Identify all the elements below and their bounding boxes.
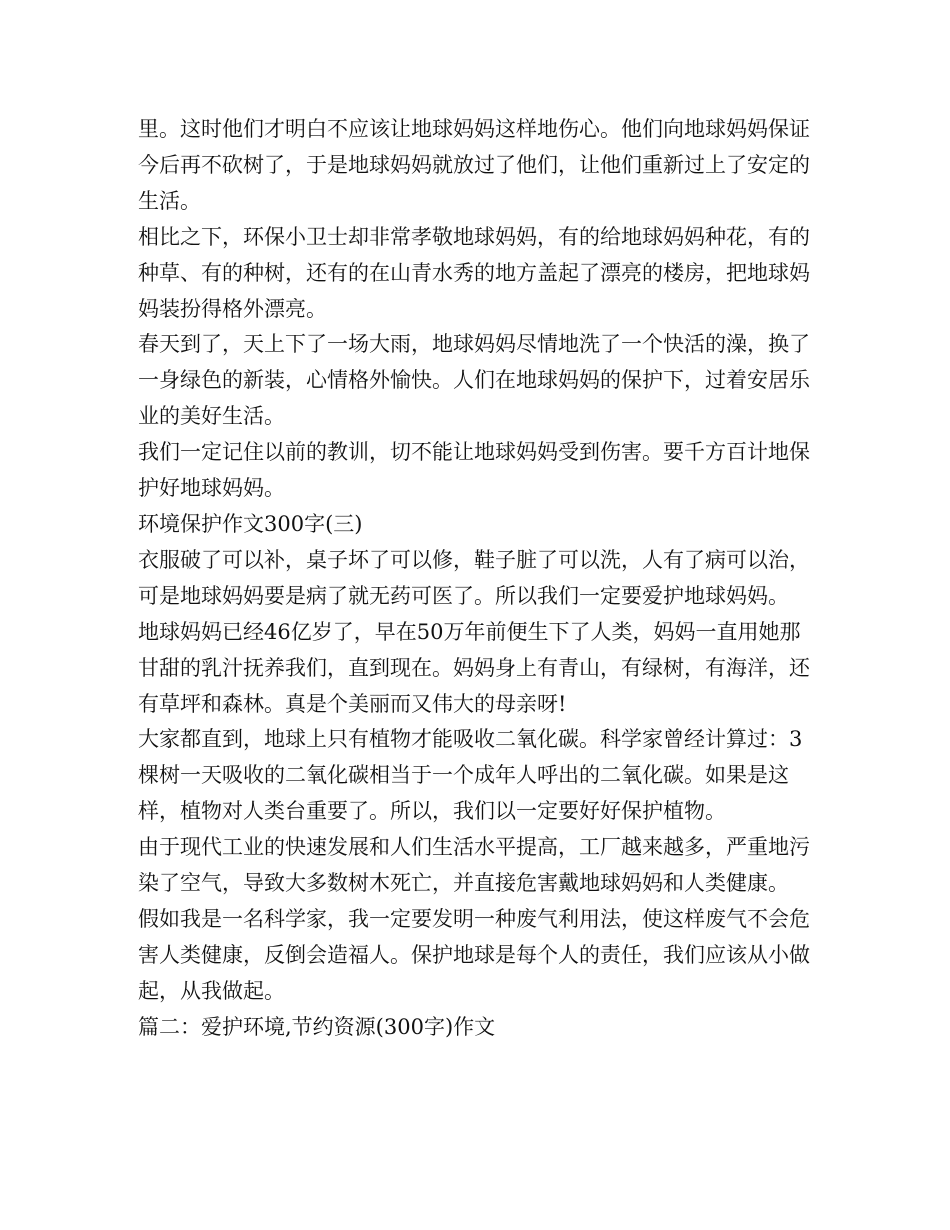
section-heading-part-two: 篇二：爱护环境,节约资源(300字)作文 — [138, 1014, 496, 1039]
document-body — [138, 112, 818, 1046]
paragraph-repair-analogy: 衣服破了可以补，桌子坏了可以修，鞋子脏了可以洗，人有了病可以治，可是地球妈妈要是病了就无药可医了。所以我们一定要爱护地球妈妈。 — [138, 547, 810, 608]
section-heading-essay-three: 环境保护作文300字(三) — [138, 511, 363, 536]
paragraph-if-scientist: 假如我是一名科学家，我一定要发明一种废气利用法，使这样废气不会危害人类健康，反倒会造福人。保护地球是每个人的责任，我们应该从小做起，从我做起。 — [138, 906, 810, 1003]
paragraph-eco-guardians: 相比之下，环保小卫士却非常孝敬地球妈妈，有的给地球妈妈种花，有的种草、有的种树，还有的在山青水秀的地方盖起了漂亮的楼房，把地球妈妈装扮得格外漂亮。 — [138, 224, 810, 321]
paragraph-industry-pollution: 由于现代工业的快速发展和人们生活水平提高，工厂越来越多，严重地污染了空气，导致大多数树木死亡，并直接危害戴地球妈妈和人类健康。 — [138, 835, 810, 896]
paragraph-earth-age: 地球妈妈已经46亿岁了，早在50万年前便生下了人类，妈妈一直用她那甘甜的乳汁抚养我们，直到现在。妈妈身上有青山，有绿树，有海洋，还有草坪和森林。真是个美丽而又伟大的母亲呀! — [138, 619, 810, 716]
paragraph-remember-lesson: 我们一定记住以前的教训，切不能让地球妈妈受到伤害。要千方百计地保护好地球妈妈。 — [138, 440, 810, 501]
paragraph-plants-co2: 大家都直到，地球上只有植物才能吸收二氧化碳。科学家曾经计算过：3棵树一天吸收的二氧化碳相当于一个成年人呼出的二氧化碳。如果是这样，植物对人类台重要了。所以，我们以一定要好好保护植物。 — [138, 727, 803, 824]
paragraph-continuation: 里。这时他们才明白不应该让地球妈妈这样地伤心。他们向地球妈妈保证今后再不砍树了，于是地球妈妈就放过了他们，让他们重新过上了安定的生活。 — [138, 117, 810, 213]
paragraph-spring-rain: 春天到了，天上下了一场大雨，地球妈妈尽情地洗了一个快活的澡，换了一身绿色的新装，心情格外愉快。人们在地球妈妈的保护下，过着安居乐业的美好生活。 — [138, 332, 810, 429]
